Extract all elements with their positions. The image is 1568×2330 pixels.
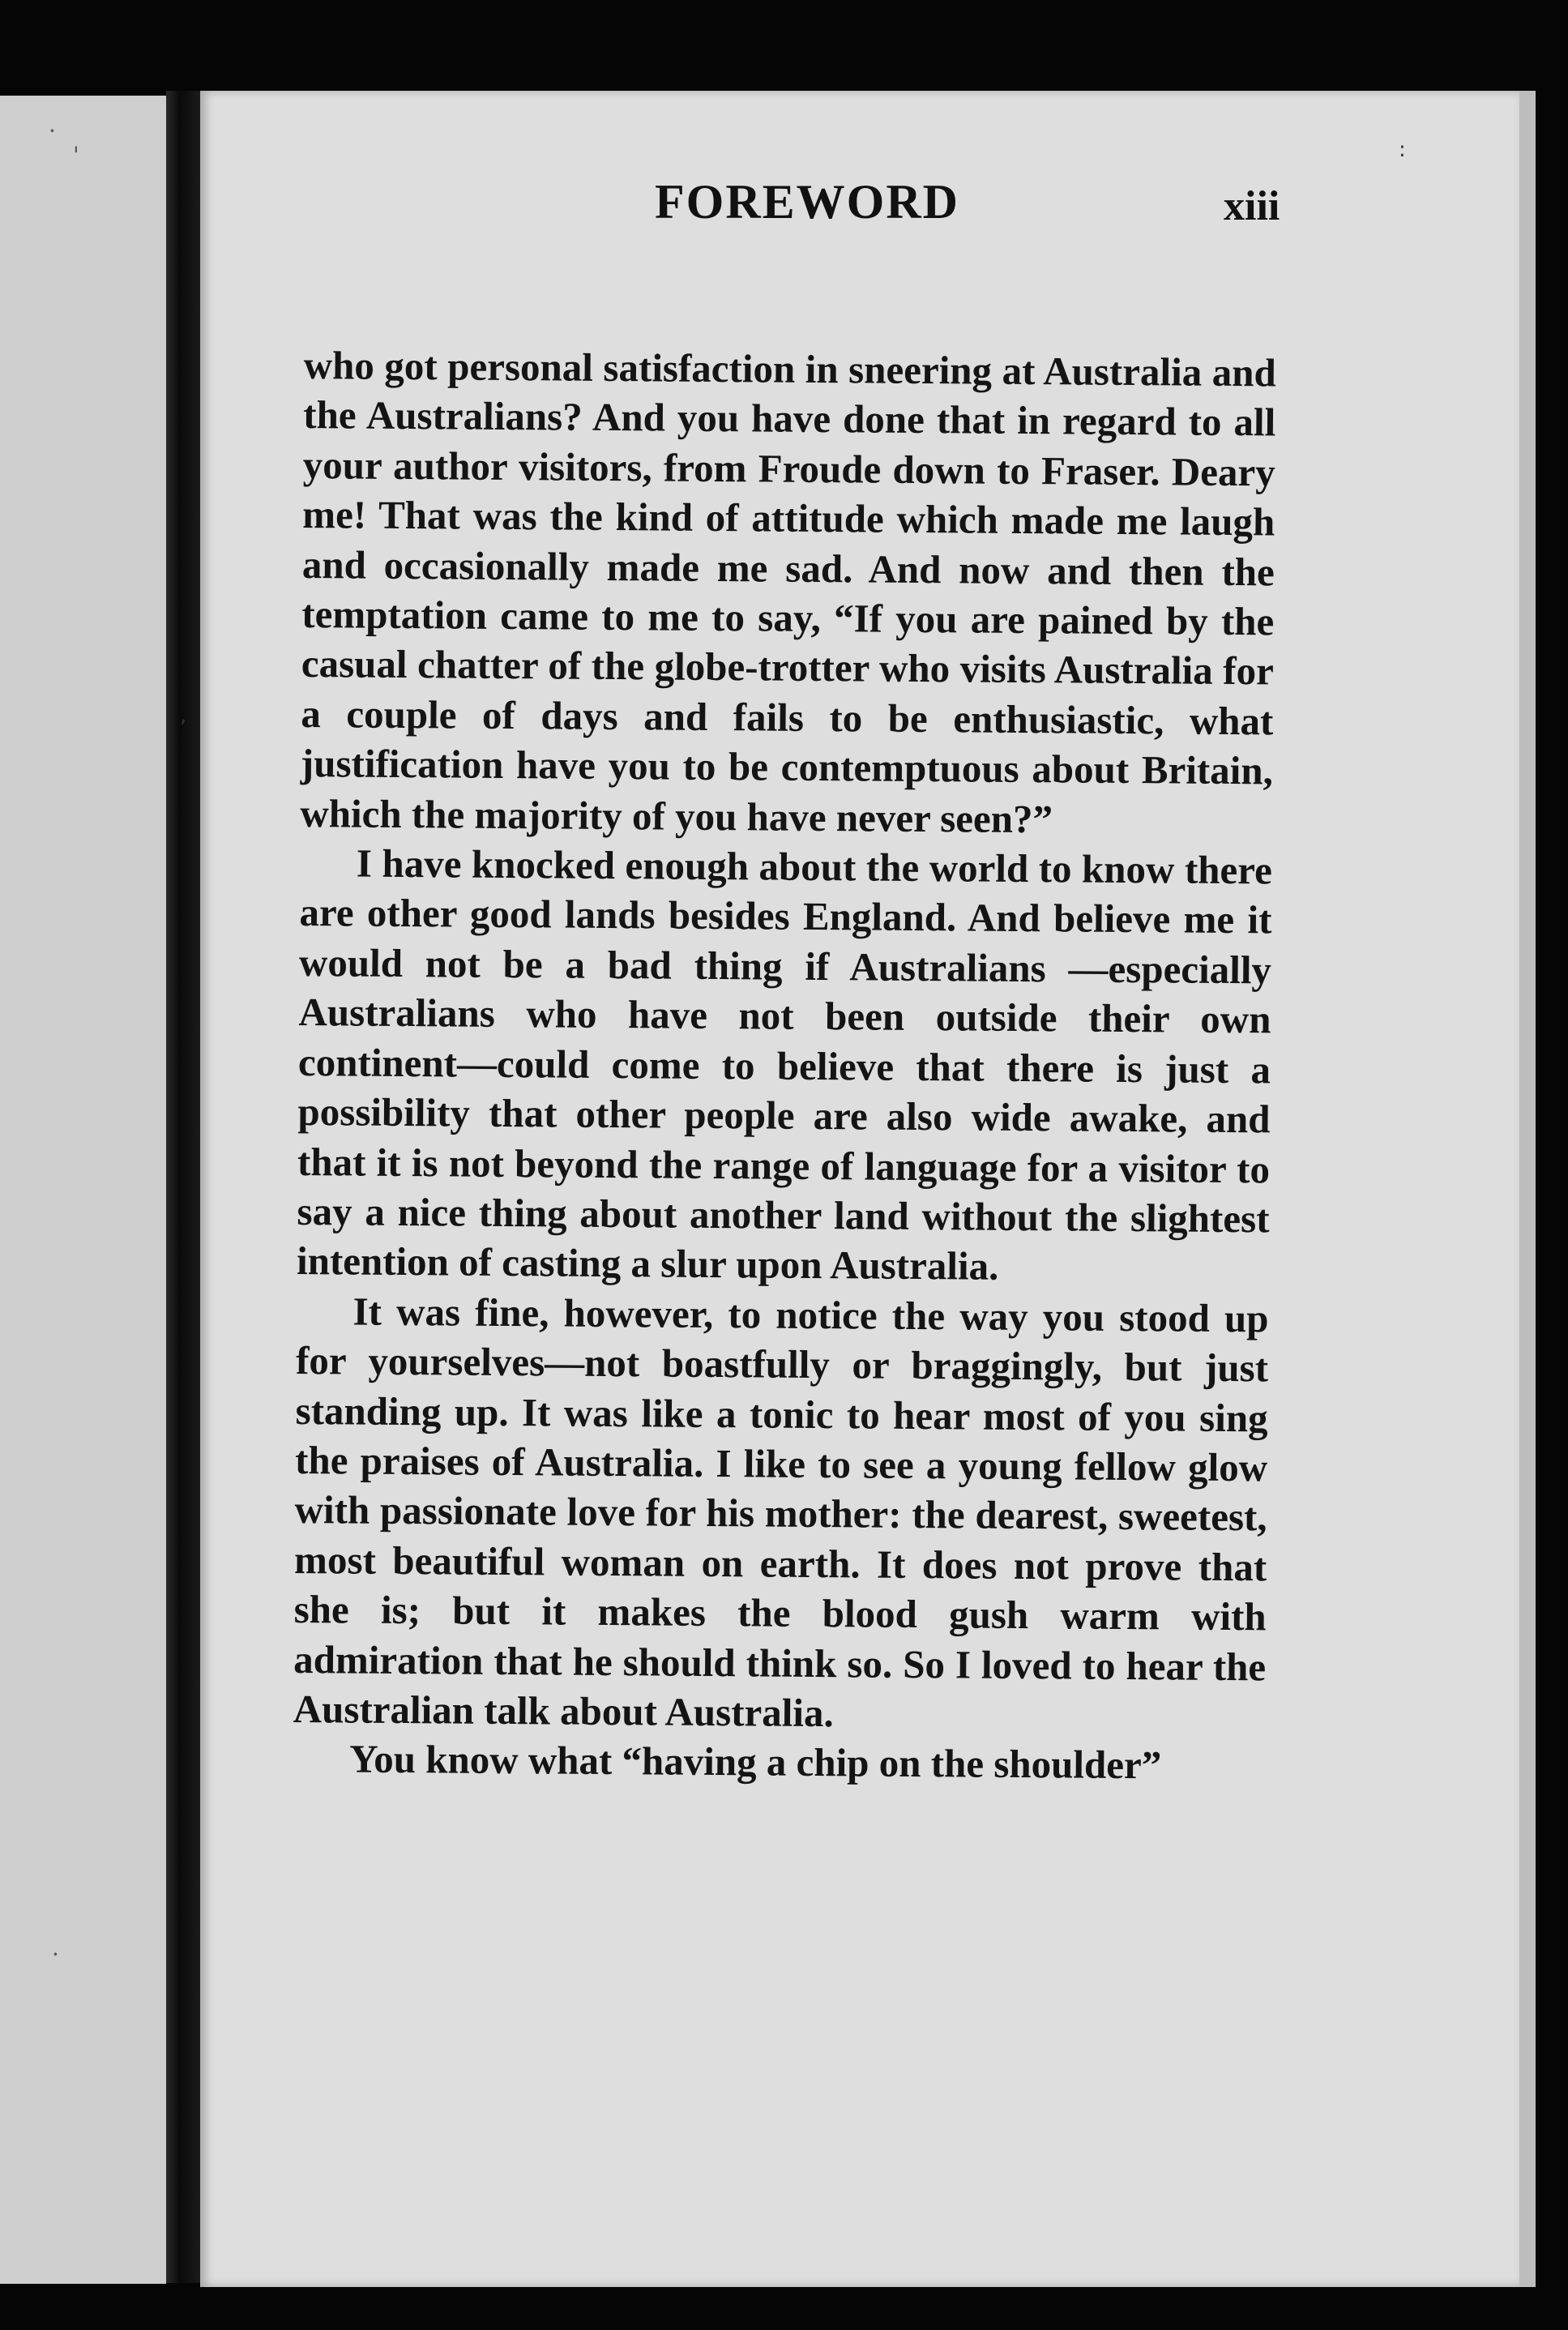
page-header	[0, 166, 1568, 231]
page-speck: :	[1399, 138, 1406, 162]
foreword-text	[293, 340, 1276, 1791]
book-gutter	[166, 91, 200, 2283]
facing-page-edge	[0, 96, 166, 2284]
paragraph: I have knocked enough about the world to know there are other good lands besides England. And believe me it would not be a bad thing if Australians —especially Australians who have not been outside their own continent—could come to believe that there is just a possibility that other people are also wide awake, and that it is not beyond the range of language for a visitor to say a nice thing about another land without the slightest intention of casting a slur upon Australia.	[296, 840, 1273, 1289]
page-number: xiii	[1224, 183, 1280, 229]
page-speck: ·	[49, 118, 56, 144]
page-speck: ,	[180, 703, 187, 728]
page-speck: ·	[52, 1941, 59, 1968]
paragraph: You know what “having a chip on the shoulder”	[349, 1736, 1162, 1788]
page-right-edge	[1519, 91, 1536, 2287]
paragraph: It was fine, however, to notice the way you stood up for yourselves—not boastfully or braggingly, but just standing up. It was like a tonic to hear most of you sing the praises of Australia. I like to see a young fellow glow with passionate love for his mother: the dearest, sweetest, most beautiful woman on earth. It does not prove that she is; but it makes the blood gush warm with admiration that he should think so. So I loved to hear the Australian talk about Australia.	[293, 1289, 1269, 1736]
paragraph: who got personal satisfaction in sneering at Australia and the Australians? And you have done that in regard to all your author visitors, from Froude down to Fraser. Deary me! That was the kind of attitude which made me laugh and occasionally made me sad. And now and then the temptation came to me to say, “If you are pained by the casual chatter of the globe-trotter who visits Australia for a couple of days and fails to be enthusiastic, what justification have you to be contemptuous about Britain, which the majority of you have never seen?”	[300, 342, 1276, 841]
page-speck: '	[73, 142, 79, 169]
running-title: FOREWORD	[655, 175, 959, 229]
